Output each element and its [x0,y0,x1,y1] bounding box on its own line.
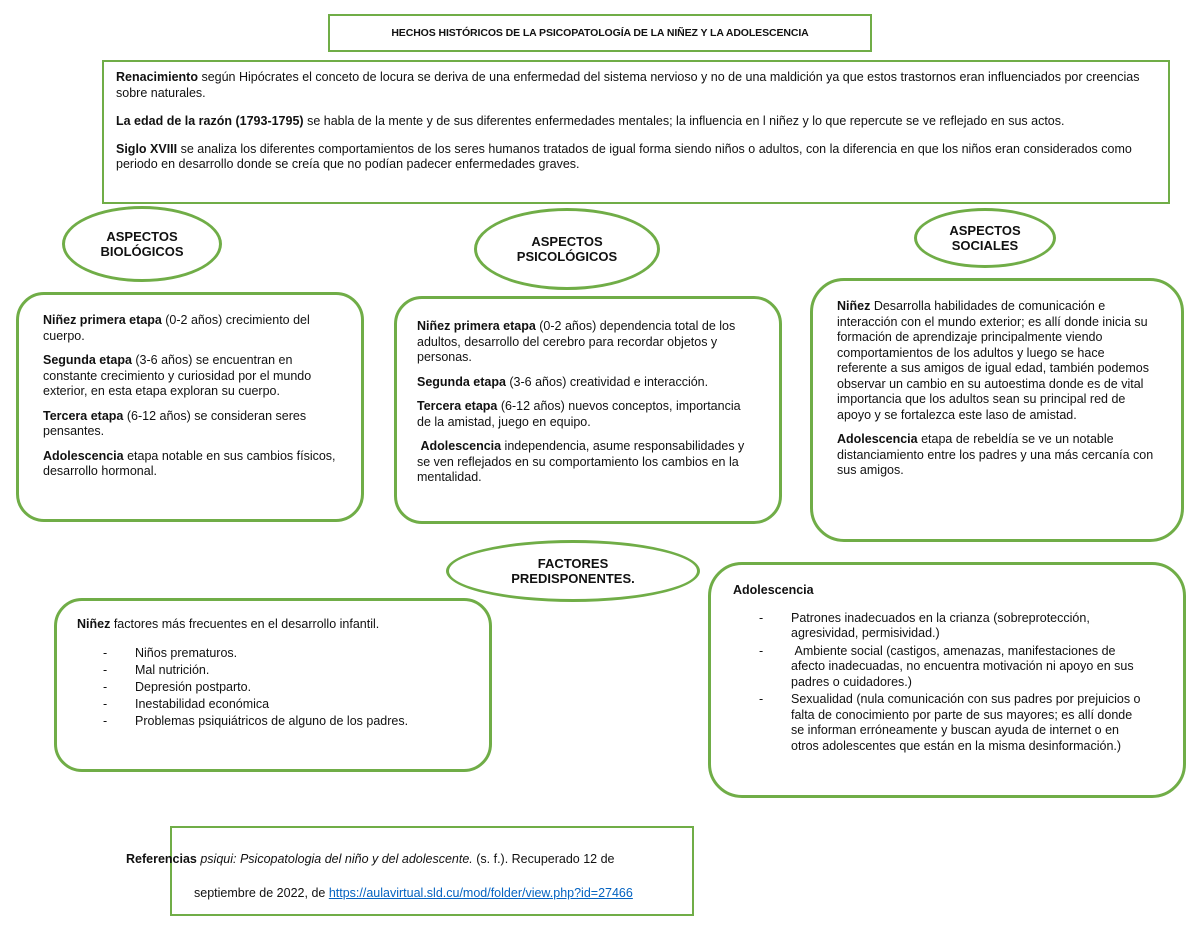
psi-primera-etapa [417,319,753,366]
oval-label: FACTORES PREDISPONENTES. [511,556,635,586]
factores-adolescencia-box [708,562,1186,798]
factores-adolescencia-list [733,611,1143,755]
list-item: - Ambiente social (castigos, amenazas, manifestaciones de afecto inadecuadas, no encuentra motivación ni apoyo en sus padres o cuidadores.) [733,644,1143,691]
psi-text: independencia, asume responsabilidades y se ven reflejados en su comportamiento los cambios en la mentalidad. [417,439,748,484]
bio-text: (3-6 años) se encuentran en constante crecimiento y curiosidad por el mundo exterior, en esta etapa exploran su cuerpo. [43,353,312,398]
history-text: según Hipócrates el conceto de locura se deriva de una enfermedad del sistema nervioso y no de una maldición ya que estos trastornos eran influenciados por creencias sobre naturales. [116,70,1140,100]
references-label: Referencias [126,852,197,866]
references-text: septiembre de 2022, de [194,886,329,900]
history-edad-razon [116,114,1156,130]
oval-label: ASPECTOS PSICOLÓGICOS [516,234,618,264]
factores-ninez-intro [77,617,475,633]
bio-term: Adolescencia [43,448,124,463]
bio-adolescencia [43,449,349,480]
soc-ninez [837,299,1155,423]
references-source: psiqui: Psicopatologia del niño y del adolescente. [196,852,473,866]
soc-text: etapa de rebeldía se ve un notable distanciamiento entre los padres y una más cercanía con sus amigos. [837,432,1154,477]
history-siglo-xviii [116,142,1156,173]
list-item: - Sexualidad (nula comunicación con sus padres por prejuicios o falta de conocimiento por parte de sus mayores; es allí donde se informan erróneamente y buscan ayuda de internet o en otros adolescentes que están en la misma desinformación.) [733,692,1143,754]
bio-term: Segunda etapa [43,353,132,367]
psi-text: (0-2 años) dependencia total de los adultos, desarrollo del cerebro para recordar objetos y personas. [417,319,736,364]
psi-adolescencia [417,439,753,486]
factores-adolescencia-title [733,583,1143,599]
factores-ninez-term: Niñez [77,617,111,631]
psi-text: (6-12 años) nuevos conceptos, importancia de la amistad, juego en equipo. [417,399,741,429]
list-item: - Inestabilidad económica [77,696,475,713]
history-box [102,60,1170,204]
sociales-box [810,278,1184,542]
list-item: - Patrones inadecuados en la crianza (sobreprotección, agresividad, permisividad.) [733,611,1143,642]
oval-label: ASPECTOS BIOLÓGICOS [100,229,184,259]
soc-adolescencia [837,432,1155,479]
bio-text: (0-2 años) crecimiento del cuerpo. [43,313,310,343]
history-renacimiento [116,70,1156,101]
psi-term: Tercera etapa [417,399,498,413]
list-item: - Depresión postparto. [77,679,475,696]
psi-term: Niñez primera etapa [417,319,536,333]
oval-aspectos-psicologicos [474,208,660,290]
factores-ninez-box [54,598,492,772]
history-term: Siglo XVIII [116,141,178,156]
references-line1 [126,852,615,866]
references-box [170,826,694,916]
history-term: La edad de la razón (1793-1795) [116,114,304,128]
bio-primera-etapa [43,313,349,344]
bio-tercera-etapa [43,409,349,440]
biologicos-box [16,292,364,522]
psi-tercera-etapa [417,399,753,430]
psi-text: (3-6 años) creatividad e interacción. [505,374,709,389]
factores-adolescencia-term: Adolescencia [733,583,814,597]
references-link[interactable]: https://aulavirtual.sld.cu/mod/folder/view.php?id=27466 [328,886,633,900]
list-item: - Mal nutrición. [77,662,475,679]
page-title: HECHOS HISTÓRICOS DE LA PSICOPATOLOGÍA DE LA NIÑEZ Y LA ADOLESCENCIA [391,27,809,39]
oval-factores-predisponentes [446,540,700,602]
title-box [328,14,872,52]
bio-segunda-etapa [43,353,349,400]
references-text: (s. f.). Recuperado 12 de [472,852,615,866]
factores-ninez-list [77,645,475,730]
psi-term: Adolescencia [417,439,502,453]
references-line2 [194,886,633,900]
soc-text: Desarrolla habilidades de comunicación e interacción con el mundo exterior; es allí donde inicia su formación de aprendizaje principalmente viendo comportamientos de los adultos y luego se hace referente a sus amigos de igual edad, también podemos observar un cambio en su autoestima donde es de vital importancia que los adultos sean su principal red de apoyo y se fortalezca este laso de amistad. [837,299,1149,422]
psi-segunda-etapa [417,375,753,391]
bio-text: (6-12 años) se consideran seres pensantes. [43,408,307,438]
psicologicos-box [394,296,782,524]
history-text: se analiza los diferentes comportamientos de los seres humanos tratados de igual forma siendo niños o adultos, con la diferencia en que los niños eran considerados como periodo en desarrollo donde se creía que no podían padecer enfermedades graves. [116,141,1132,171]
bio-term: Tercera etapa [43,408,124,423]
soc-term: Adolescencia [837,432,918,446]
history-text: se habla de la mente y de sus diferentes enfermedades mentales; la influencia en l niñez y lo que repercute se ve reflejado en sus actos. [303,114,1065,128]
factores-ninez-text: factores más frecuentes en el desarrollo infantil. [110,617,380,631]
history-term: Renacimiento [116,70,198,84]
list-item: - Problemas psiquiátricos de alguno de los padres. [77,713,475,730]
bio-text: etapa notable en sus cambios físicos, desarrollo hormonal. [43,448,336,478]
bio-term: Niñez primera etapa [43,313,162,327]
oval-aspectos-sociales [914,208,1056,268]
oval-aspectos-biologicos [62,206,222,282]
psi-term: Segunda etapa [417,374,506,389]
soc-term: Niñez [837,299,871,313]
list-item: - Niños prematuros. [77,645,475,662]
oval-label: ASPECTOS SOCIALES [949,223,1021,253]
